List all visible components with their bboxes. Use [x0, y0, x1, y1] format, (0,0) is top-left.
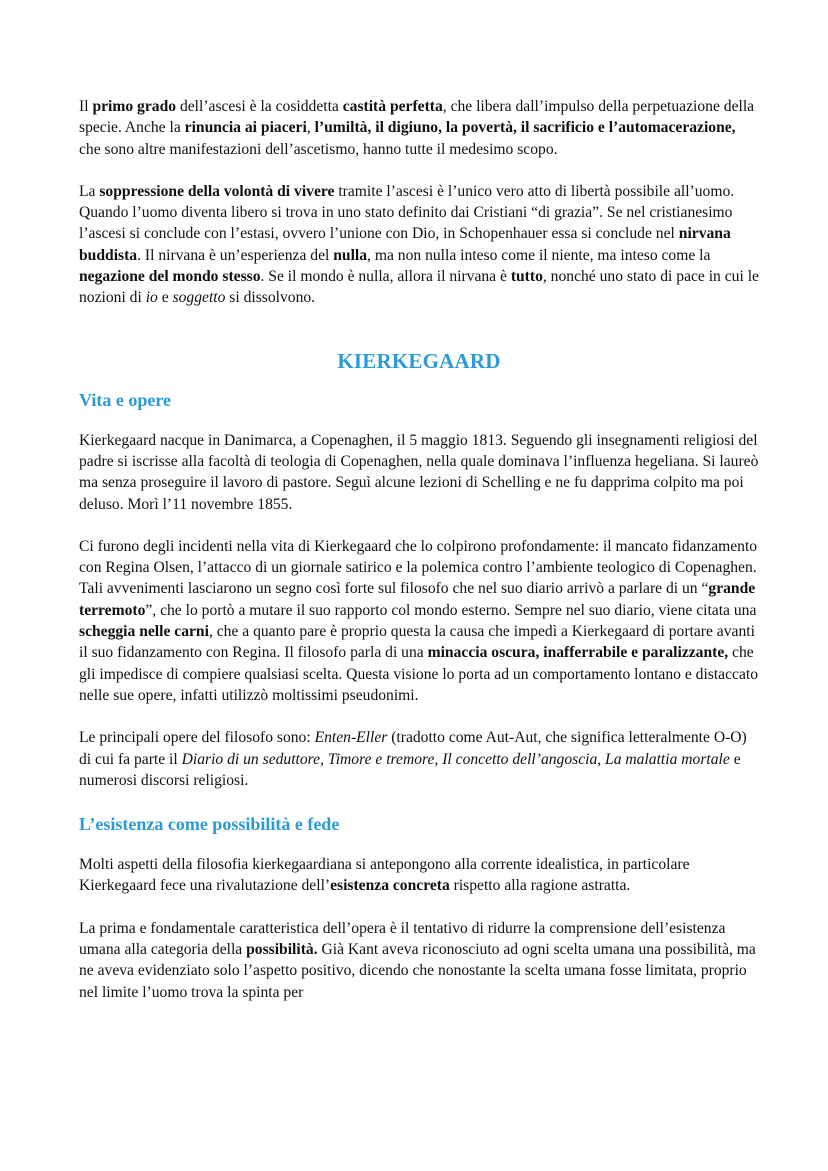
paragraph-ascesi-gradi [79, 96, 759, 160]
text: Molti aspetti della filosofia kierkegaardiana si antepongono alla corrente idealistica, in particolare Kierkegaard fece una rivalutazione dell’ [79, 856, 690, 895]
italic-text: soggetto [172, 289, 226, 307]
text: La prima e fondamentale caratteristica dell’opera è il tentativo di ridurre la comprensione dell’esistenza umana alla categoria della [79, 919, 726, 959]
bold-text: castità perfetta [342, 98, 443, 115]
bold-text: soppressione della volontà di vivere [99, 182, 335, 200]
text: , [306, 119, 315, 137]
text: , ma non nulla inteso come il niente, ma inteso come la [367, 246, 711, 264]
paragraph-incidenti [79, 536, 759, 706]
text: , che libera dall’impulso della perpetuazione della specie. Anche la [79, 98, 755, 137]
bold-text: nulla [333, 246, 368, 264]
bold-text: possibilità. [246, 941, 318, 959]
paragraph-esistenza-concreta [79, 854, 759, 897]
section-heading-vita: Vita e opere [79, 389, 171, 410]
text: e [157, 289, 173, 307]
italic-text: io [145, 289, 158, 307]
text: Il [79, 98, 93, 115]
bold-text: rinuncia ai piaceri [184, 119, 307, 137]
bold-text: l’umiltà, il digiuno, la povertà, il sacrificio e l’automacerazione, [314, 119, 736, 137]
text: si dissolvono. [225, 289, 316, 307]
italic-text: Enten-Eller [314, 729, 388, 747]
paragraph-nirvana [79, 181, 759, 309]
chapter-title: KIERKEGAARD [337, 348, 501, 373]
bold-text: grande terremoto [79, 580, 756, 619]
text: rispetto alla ragione astratta. [449, 877, 631, 895]
text: Già Kant aveva riconosciuto ad ogni scelta umana una possibilità, ma ne aveva evidenziato solo l’aspetto positivo, dicendo che nonostante la scelta umana fosse limitata, proprio nel limite l’uomo trova la spinta per [79, 941, 756, 1001]
bold-text: negazione del mondo stesso [79, 268, 261, 286]
text: . Se il mondo è nulla, allora il nirvana è [260, 268, 511, 286]
text: dell’ascesi è la cosiddetta [176, 98, 343, 115]
bold-text: scheggia nelle carni [79, 623, 209, 641]
text: (tradotto come Aut-Aut, che significa letteralmente O-O) di cui fa parte il [79, 729, 747, 768]
bold-text: tutto [510, 268, 543, 286]
text: Ci furono degli incidenti nella vita di Kierkegaard che lo colpirono profondamente: il mancato fidanzamento con Regina Olsen, l’attacco di un giornale satirico e la polemica contro l’ambiente teologico di Copenaghen. Tali avvenimenti lasciarono un segno così forte sul filosofo che nel suo diario arrivò a parlare di un “ [79, 537, 758, 598]
text: ”, che lo portò a mutare il suo rapporto col mondo esterno. Sempre nel suo diario, viene citata una [145, 601, 757, 619]
bold-text: primo grado [92, 98, 177, 115]
text: La [79, 182, 100, 200]
text: Kierkegaard nacque in Danimarca, a Copenaghen, il 5 maggio 1813. Seguendo gli insegnamenti religiosi del padre si iscrisse alla facoltà di teologia di Copenaghen, nella quale dominava l’influenza hegeliana. Si laureò ma senza proseguire il lavoro di pastore. Seguì alcune lezioni di Schelling e ne fu dapprima colpito ma poi deluso. Morì l’11 novembre 1855. [79, 431, 759, 513]
paragraph-opere [79, 727, 759, 791]
italic-text: Diario di un seduttore, Timore e tremore, Il concetto dell’angoscia, La malattia mortale [181, 750, 730, 768]
document-page [79, 96, 759, 1024]
text: tramite l’ascesi è l’unico vero atto di libertà possibile all’uomo. Quando l’uomo diventa libero si trova in uno stato definito dai Cristiani “di grazia”. Se nel cristianesimo l’ascesi si conclude con l’estasi, ovvero l’unione con Dio, in Schopenhauer essa si conclude nel [79, 182, 735, 243]
bold-text: nirvana buddista [79, 225, 731, 264]
bold-text: esistenza concreta [330, 877, 450, 895]
bold-text: minaccia oscura, inafferrabile e paralizzante, [427, 644, 729, 662]
section-heading-esistenza: L’esistenza come possibilità e fede [79, 814, 340, 835]
text: e numerosi discorsi religiosi. [79, 750, 741, 789]
text: che gli impedisce di compiere qualsiasi scelta. Questa visione lo porta ad un comportamento lontano e distaccato nelle sue opere, infatti utilizzò moltissimi pseudonimi. [79, 644, 758, 704]
paragraph-possibilita [79, 918, 759, 1003]
paragraph-biografia [79, 430, 759, 515]
text: , nonché uno stato di pace in cui le nozioni di [79, 268, 759, 307]
text: che sono altre manifestazioni dell’ascetismo, hanno tutte il medesimo scopo. [79, 140, 558, 158]
text: Le principali opere del filosofo sono: [79, 729, 315, 747]
text: , che a quanto pare è proprio questa la causa che impedì a Kierkegaard di portare avanti il suo fidanzamento con Regina. Il filosofo parla di una [79, 623, 755, 662]
text: . Il nirvana è un’esperienza del [137, 246, 334, 264]
